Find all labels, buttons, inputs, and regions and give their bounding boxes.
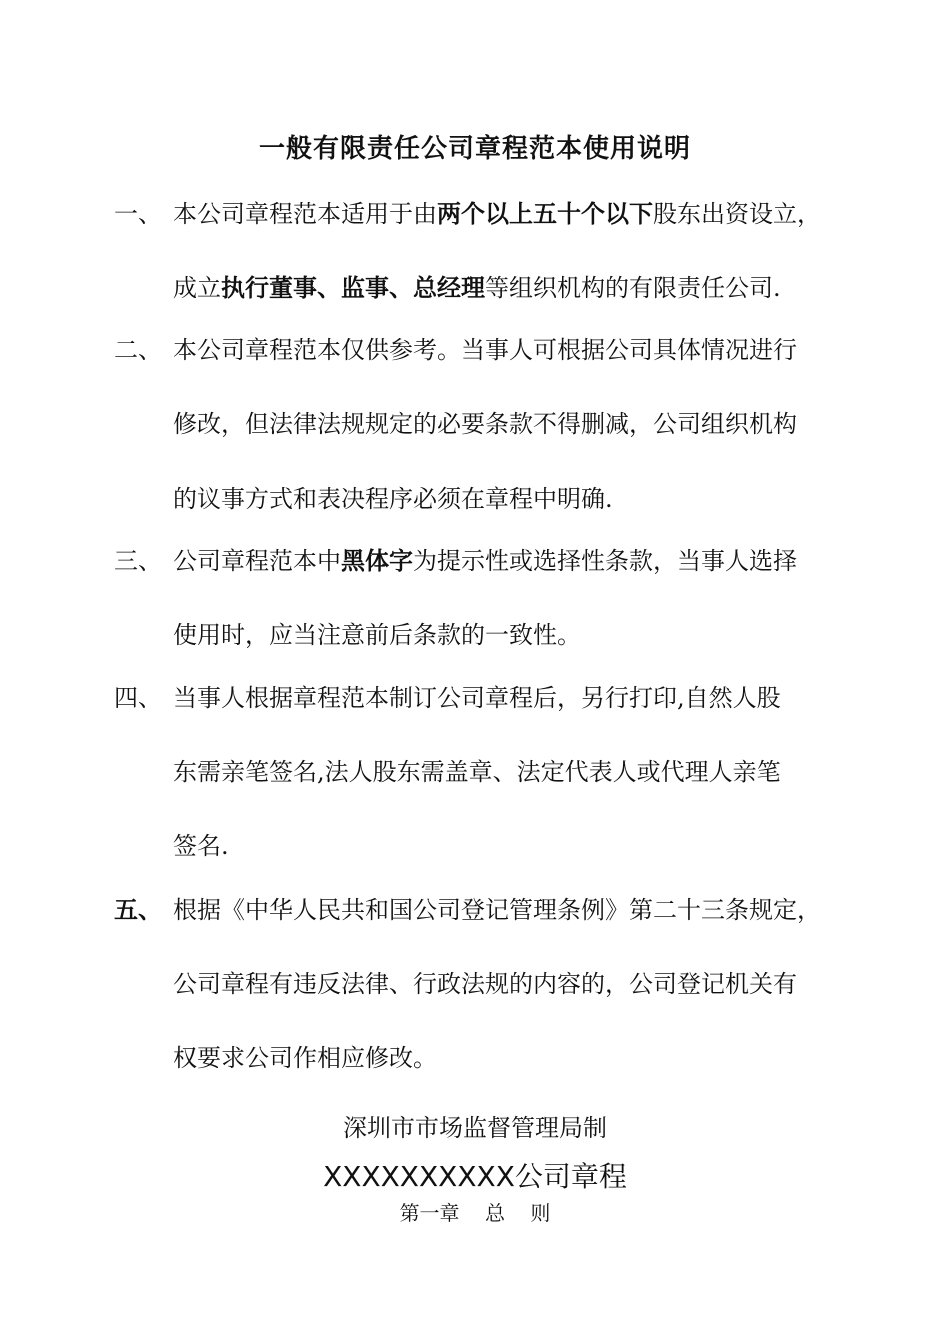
page-title: 一般有限责任公司章程范本使用说明 [258,134,691,164]
item-text-line [173,760,781,784]
text-segment: 权要求公司作相应修改。 [173,1044,437,1072]
item-text-line [173,834,229,858]
text-segment: 本公司章程范本仅供参考。当事人可根据公司具体情况进行 [173,336,797,364]
text-segment: 根据《中华人民共和国公司登记管理条例》第二十三条规定， [173,896,821,924]
text-segment: 成立 [173,274,221,302]
item-text-line [173,972,797,996]
text-segment: 使用时，应当注意前后条款的一致性。 [173,621,581,649]
document-title: XXXXXXXXXX公司章程 [323,1160,627,1193]
bold-text-segment: 两个以上五十个以下 [437,200,653,228]
text-segment: 公司章程有违反法律、行政法规的内容的，公司登记机关有 [173,970,797,998]
item-text-line [173,276,781,300]
bold-text-segment: 黑体字 [341,547,413,575]
item-text-line [173,549,797,573]
text-segment: 本公司章程范本适用于由 [173,200,437,228]
item-text-line [173,1046,437,1070]
item-text-line [173,686,781,710]
item-text-line [173,487,613,511]
text-segment: 等组织机构的有限责任公司. [485,274,781,302]
text-segment: 东需亲笔签名,法人股东需盖章、法定代表人或代理人亲笔 [173,758,781,786]
item-text-line [173,623,581,647]
text-segment: 公司章程范本中 [173,547,341,575]
bold-text-segment: 执行董事、监事、总经理 [221,274,485,302]
text-segment: 的议事方式和表决程序必须在章程中明确. [173,485,613,513]
text-segment: 为提示性或选择性条款，当事人选择 [413,547,797,575]
text-segment: 修改，但法律法规规定的必要条款不得删减，公司组织机构 [173,410,797,438]
text-segment: 签名. [173,832,229,860]
item-text-line [173,202,821,226]
text-segment: 股东出资设立， [653,200,821,228]
item-number: 一、 [114,200,162,228]
item-text-line [173,898,821,922]
item-number: 二、 [114,336,162,364]
chapter-heading: 第一章 总 则 [399,1201,551,1225]
text-segment: 当事人根据章程范本制订公司章程后，另行打印,自然人股 [173,684,781,712]
item-text-line [173,338,797,362]
item-number: 三、 [114,547,162,575]
item-text-line [173,412,797,436]
item-number: 四、 [114,684,162,712]
item-number: 五、 [114,896,162,924]
issuer-line: 深圳市市场监督管理局制 [343,1114,607,1142]
